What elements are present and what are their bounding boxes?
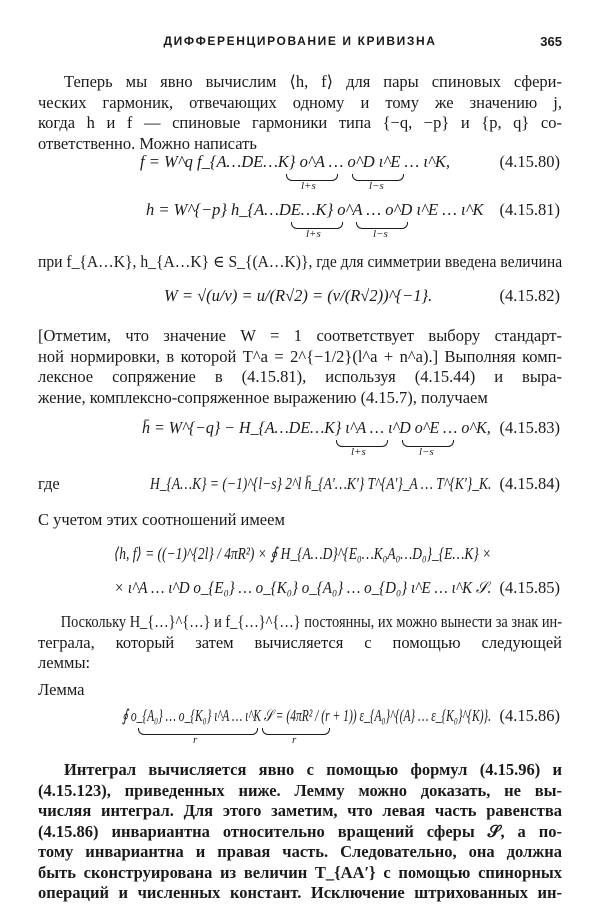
underbrace-label: l+s (351, 446, 366, 458)
text-line: жение, комплексно-сопряженное выражению (4.15.7), получаем (38, 387, 488, 407)
lemma-label: Лемма (38, 680, 85, 699)
equation-number: (4.15.86) (499, 706, 560, 725)
equation-4-15-82 (38, 286, 562, 330)
paragraph-constants (38, 612, 562, 674)
paragraph-symmetry (38, 252, 562, 273)
text-line: (4.15.123), приведенных ниже. Лемму можно доказать, не вы- (38, 780, 562, 800)
paragraph-proof (38, 760, 562, 904)
text-line: Поскольку H_{…}^{…} и f_{…}^{…} постоянны, их можно вынести за знак ин- (60, 612, 563, 631)
text-line: [Отметим, что значение W = 1 соответствует выбору стандарт- (38, 326, 562, 345)
underbrace-label: l+s (306, 228, 321, 240)
equation-formula: h̄ = W^{−q} − H_{A…DE…K} ι^A … ι^D o^E … o^K, (142, 418, 491, 437)
text-line: числяя интеграл. Для этого заметим, что левая часть равенства (38, 801, 562, 820)
text-line: Интеграл вычисляется явно с помощью формул (4.15.96) и (64, 760, 562, 779)
underbrace-label: l+s (301, 180, 316, 192)
equation-number: (4.15.84) (499, 474, 560, 493)
running-title: ДИФФЕРЕНЦИРОВАНИЕ И КРИВИЗНА (163, 34, 437, 48)
text-line: ческих гармоник, отвечающих одному и тому же значению j, (38, 92, 562, 112)
paragraph-note (38, 326, 562, 408)
equation-formula: H_{A…K} = (−1)^{l−s} 2^l h̄_{A′…K′} T^{A′}_A … T^{K′}_K. (150, 474, 492, 493)
underbrace-label: r (193, 734, 198, 746)
equation-4-15-83 (38, 418, 562, 462)
equation-line-2: × ι^A … ι^D o_{E₀} … o_{K₀} o_{A₀} … o_{D₀} ι^E … ι^K 𝒮. (114, 578, 492, 597)
underbrace-label: l−s (369, 180, 384, 192)
equation-lead-word: где (38, 474, 60, 493)
equation-number: (4.15.83) (499, 418, 560, 437)
text-line: лексное сопряжение в (4.15.81), используя (4.15.44) и выра- (38, 367, 562, 386)
equation-4-15-85 (38, 544, 562, 604)
equation-formula: W = √(u/v) = u/(R√2) = (v/(R√2))^{−1}. (164, 286, 433, 305)
equation-4-15-86 (38, 706, 562, 750)
equation-number: (4.15.82) (499, 286, 560, 305)
text-line: ответственно. Можно написать (38, 133, 257, 153)
underbrace-label: l−s (419, 446, 434, 458)
text-line: С учетом этих соотношений имеем (38, 510, 285, 529)
paragraph-intro (38, 72, 562, 154)
equation-formula: f = W^q f_{A…DE…K} o^A … o^D ι^E … ι^K, (140, 152, 451, 171)
underbrace-label: l−s (373, 228, 388, 240)
text-line: операций и численных констант. Исключение штрихованных ин- (38, 883, 562, 902)
text-line: быть сконструирована из величин T_{AA′} с помощью спинорных (38, 862, 562, 882)
text-line: ной нормировки, в которой T^a = 2^{−1/2}(l^a + n^a).] Выполняя комп- (38, 346, 562, 366)
equation-line-1: ⟨h, f⟩ = ((−1)^{2l} / 4πR²) × ∮ H_{A…D}^{E₀…K₀A₀…D₀}_{E…K} × (114, 544, 492, 563)
text-line: когда h и f — спиновые гармоники типа {−q, −p} и {p, q} со- (38, 113, 562, 132)
text-line: леммы: (38, 653, 91, 672)
underbrace-left (138, 728, 258, 735)
text-line: (4.15.86) инвариантна относительно вращений сферы 𝒮, а по- (38, 821, 562, 841)
equation-4-15-80 (38, 152, 562, 196)
equation-4-15-81 (38, 200, 562, 244)
page-number: 365 (540, 34, 562, 49)
equation-number: (4.15.85) (499, 578, 560, 597)
equation-number: (4.15.81) (499, 200, 560, 219)
text-line: тому инвариантна и правая часть. Следовательно, она должна (38, 842, 562, 861)
text-line: Теперь мы явно вычислим ⟨h, f⟩ для пары спиновых сфери- (64, 72, 562, 91)
page-header (38, 34, 562, 52)
equation-number: (4.15.80) (499, 152, 560, 171)
text-line: при f_{A…K}, h_{A…K} ∈ S_{(A…K)}, где для симметрии введена величина (38, 252, 563, 271)
equation-formula: ∮ o_{A₀} … o_{K₀} ι^A … ι^K 𝒮 = (4πR² / (r + 1)) ε_{A₀}^{(A} … ε_{K₀}^{K)}. (122, 706, 492, 725)
underbrace-label: r (292, 734, 297, 746)
paragraph-relations (38, 510, 562, 531)
equation-formula: h = W^{−p} h_{A…DE…K} o^A … o^D ι^E … ι^K (146, 200, 484, 219)
text-line: теграла, который затем вычисляется с помощью следующей (38, 632, 562, 652)
